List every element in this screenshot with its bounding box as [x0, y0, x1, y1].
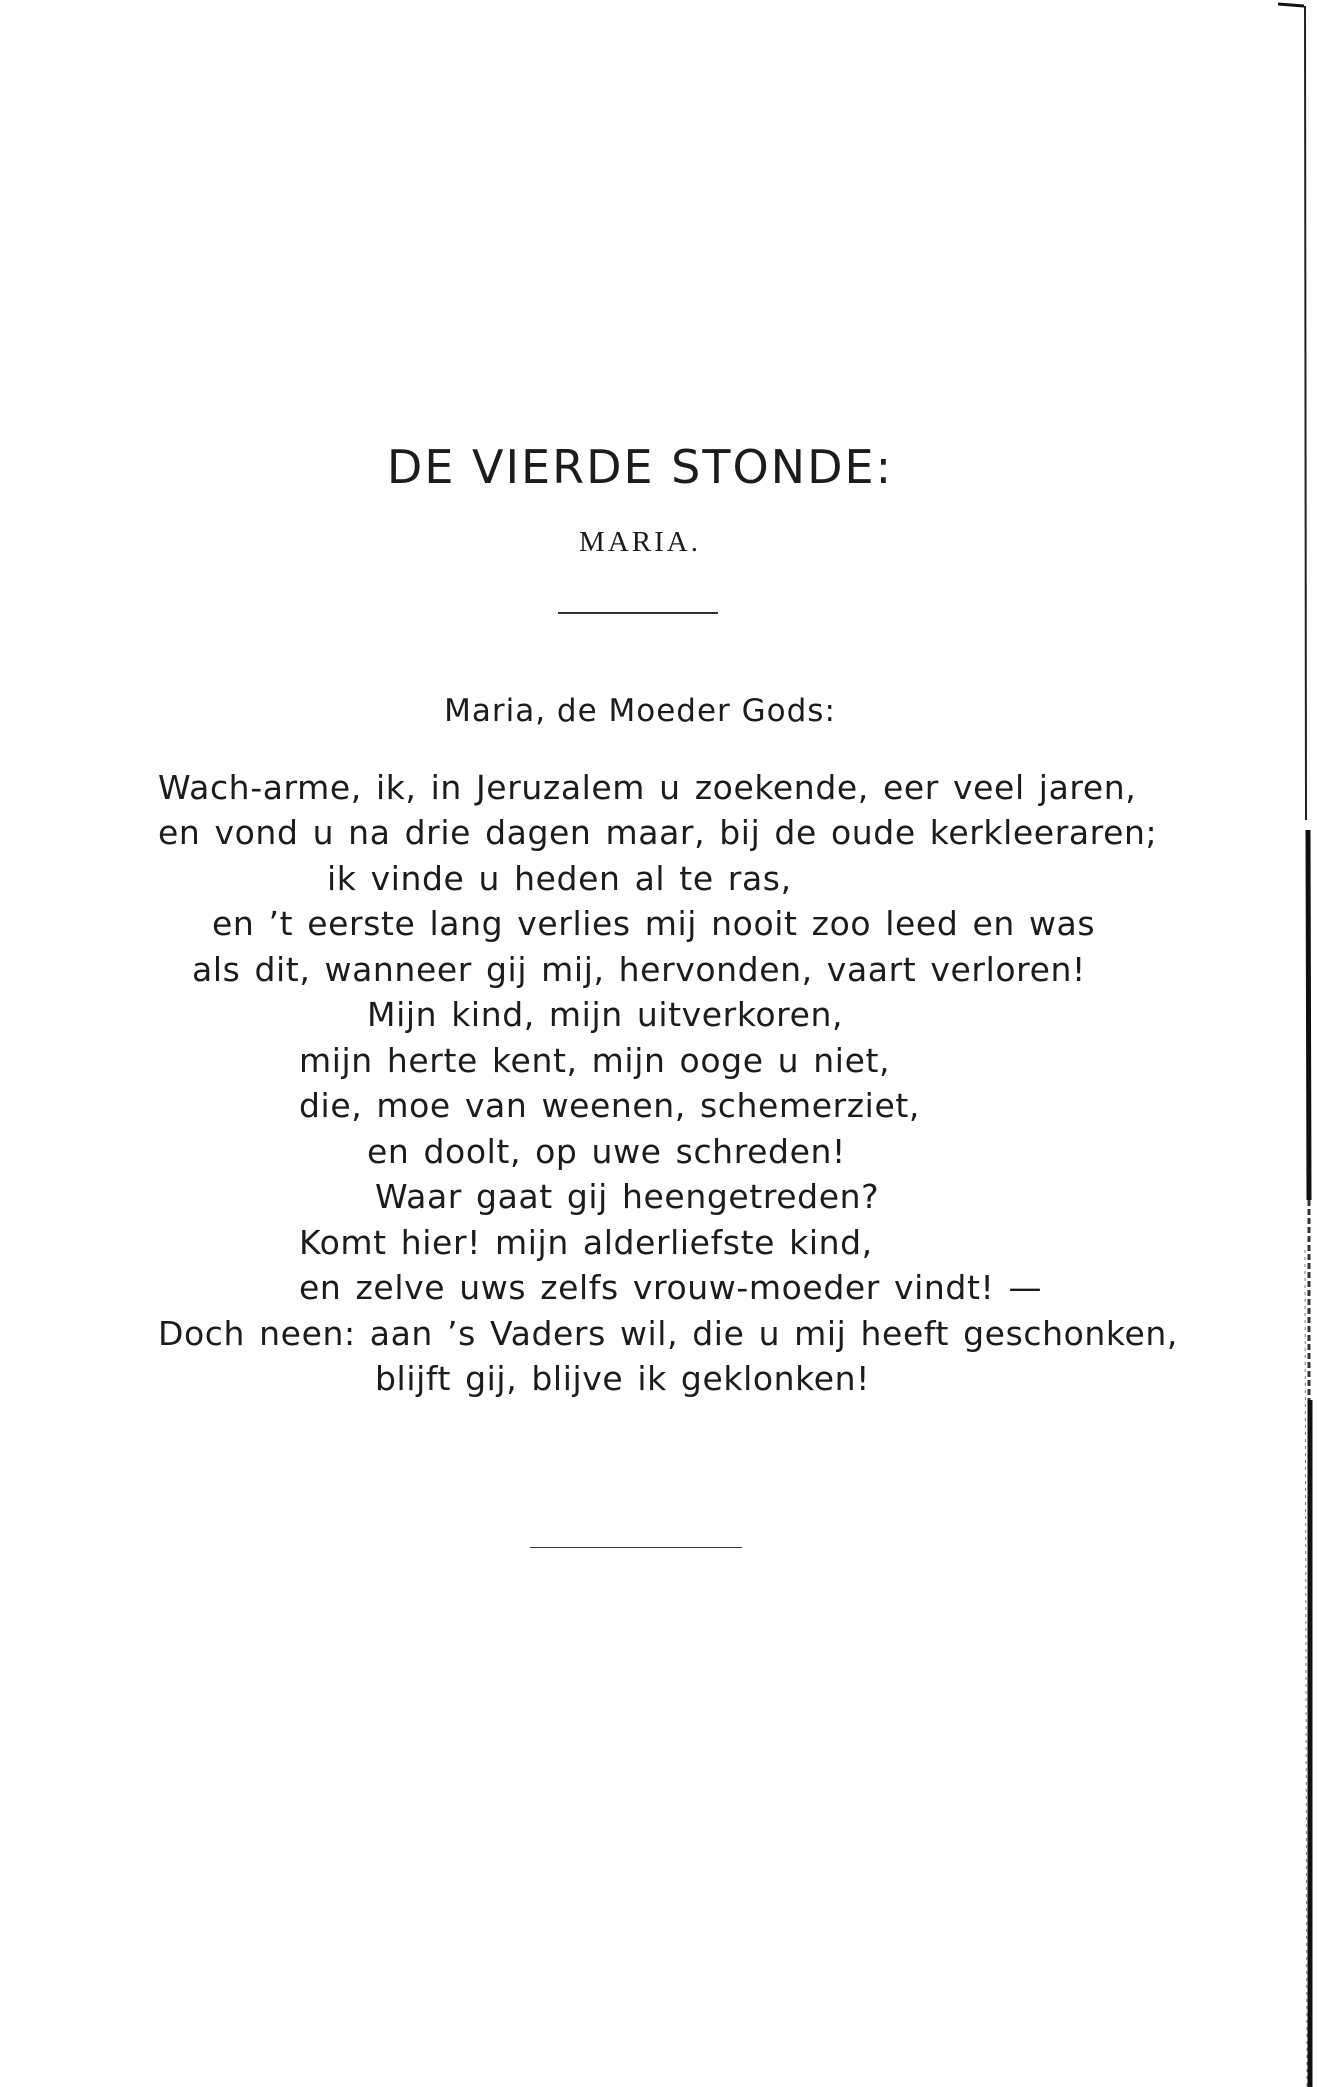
chapter-subtitle: MARIA.: [579, 526, 701, 558]
verse-line: Wach-arme, ik, in Jeruzalem u zoekende, eer veel jaren,: [158, 768, 1137, 807]
verse-line: die, moe van weenen, schemerziet,: [299, 1086, 920, 1125]
verse-line: Waar gaat gij heengetreden?: [375, 1177, 880, 1216]
verse-line: als dit, wanneer gij mij, hervonden, vaart verloren!: [192, 950, 1086, 989]
verse-line: Mijn kind, mijn uitverkoren,: [367, 995, 844, 1034]
verse-line: en doolt, op uwe schreden!: [367, 1132, 846, 1171]
verse-line: ik vinde u heden al te ras,: [327, 859, 792, 898]
verse-line: blijft gij, blijve ik geklonken!: [375, 1359, 870, 1398]
speaker-line: Maria, de Moeder Gods:: [444, 693, 836, 729]
bottom-divider: [530, 1547, 742, 1548]
verse-line: en zelve uws zelfs vrouw-moeder vindt! —: [299, 1268, 1043, 1307]
verse-line: en vond u na drie dagen maar, bij de oude kerkleeraren;: [158, 813, 1158, 852]
verse-line: Doch neen: aan ’s Vaders wil, die u mij heeft geschonken,: [158, 1314, 1178, 1353]
chapter-title: DE VIERDE STONDE:: [386, 440, 894, 494]
binding-edge: [1278, 0, 1318, 2087]
verse-line: Komt hier! mijn alderliefste kind,: [299, 1223, 873, 1262]
verse-line: en ’t eerste lang verlies mij nooit zoo leed en was: [212, 904, 1096, 943]
top-divider: [558, 612, 718, 614]
verse-line: mijn herte kent, mijn ooge u niet,: [299, 1041, 891, 1080]
